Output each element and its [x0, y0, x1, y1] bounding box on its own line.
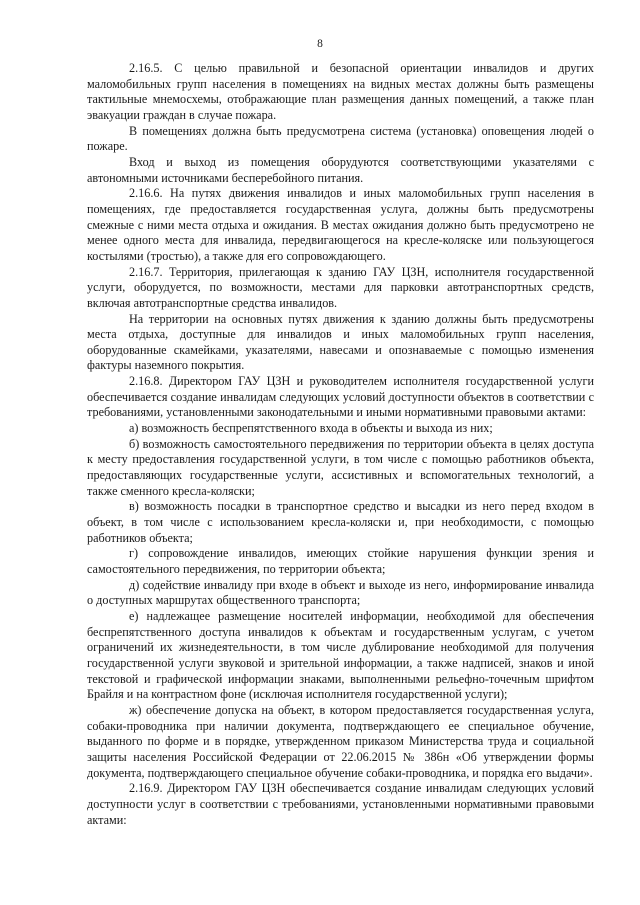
- paragraph-territory-rest: На территории на основных путях движения к зданию должны быть предусмотрены места отдыха, доступные для инвалидов и иных маломобильных групп населения, оборудованные скамейками, указателями, навесами и опознаваемые с помощью изменения фактуры наземного покрытия.: [87, 311, 594, 373]
- list-item-b: б) возможность самостоятельного передвижения по территории объекта в целях доступа к месту предоставления государственной услуги, в том числе с помощью работников объекта, предоставляющих государственные услуги, ассистивных и вспомогательных технологий, а также сменного кресла-коляски;: [87, 436, 594, 498]
- paragraph-2-16-7: 2.16.7. Территория, прилегающая к зданию ГАУ ЦЗН, исполнителя государственной услуги, оборудуется, по возможности, местами для парковки автотранспортных средств, включая автотранспортные средства инвалидов.: [87, 264, 594, 310]
- paragraph-2-16-8: 2.16.8. Директором ГАУ ЦЗН и руководителем исполнителя государственной услуги обеспечивается создание инвалидам следующих условий доступности объектов в соответствии с требованиями, установленными законодательными и иными нормативными правовыми актами:: [87, 374, 594, 420]
- paragraph-fire-alert: В помещениях должна быть предусмотрена система (установка) оповещения людей о пожаре.: [87, 123, 594, 154]
- list-item-d: д) содействие инвалиду при входе в объект и выходе из него, информирование инвалида о доступных маршрутах общественного транспорта;: [87, 577, 594, 608]
- page-number: 8: [317, 38, 323, 50]
- paragraph-entrance-signs: Вход и выход из помещения оборудуются соответствующими указателями с автономными источниками бесперебойного питания.: [87, 154, 594, 185]
- list-item-a: а) возможность беспрепятственного входа в объекты и выхода из них;: [129, 421, 493, 436]
- list-item-g: г) сопровождение инвалидов, имеющих стойкие нарушения функции зрения и самостоятельного передвижения, по территории объекта;: [87, 546, 594, 576]
- list-item-v: в) возможность посадки в транспортное средство и высадки из него перед входом в объект, в том числе с использованием кресла-коляски и, при необходимости, с помощью работников объекта;: [87, 499, 594, 545]
- document-body: [87, 61, 594, 828]
- paragraph-2-16-6: 2.16.6. На путях движения инвалидов и иных маломобильных групп населения в помещениях, где предоставляется государственная услуга, должны быть предусмотрены смежные с ними места отдыха и ожидания. В местах ожидания должно быть предусмотрено не менее одного места для инвалида, передвигающегося на кресле-коляске или пользующегося костылями (тростью), а также для его сопровождающего.: [87, 186, 594, 263]
- list-item-e: е) надлежащее размещение носителей информации, необходимой для обеспечения беспрепятственного доступа инвалидов к объектам и государственным услугам, с учетом ограничений их жизнедеятельности, в том числе дублирование необходимой для получения государственной услуги звуковой и зрительной информации, а также надписей, знаков и иной текстовой и графической информации знаками, выполненными рельефно-точечным шрифтом Брайля и на контрастном фоне (исключая исполнителя государственной услуги);: [87, 608, 594, 702]
- list-item-zh: ж) обеспечение допуска на объект, в котором предоставляется государственная услуга, собаки-проводника при наличии документа, подтверждающего ее специальное обучение, выданного по форме и в порядке, утвержденном приказом Министерства труда и социальной защиты населения Российской Федерации от 22.06.2015 № 386н «Об утверждении формы документа, подтверждающего специальное обучение собаки-проводника, и порядка его выдачи».: [87, 702, 594, 780]
- paragraph-2-16-9: 2.16.9. Директором ГАУ ЦЗН обеспечивается создание инвалидам следующих условий доступности услуг в соответствии с требованиями, установленными нормативными правовыми актами:: [87, 781, 594, 827]
- paragraph-2-16-5: 2.16.5. С целью правильной и безопасной ориентации инвалидов и других маломобильных групп населения в помещениях на видных местах должны быть размещены тактильные мнемосхемы, отображающие план размещения данных помещений, а также план эвакуации граждан в случае пожара.: [87, 61, 594, 122]
